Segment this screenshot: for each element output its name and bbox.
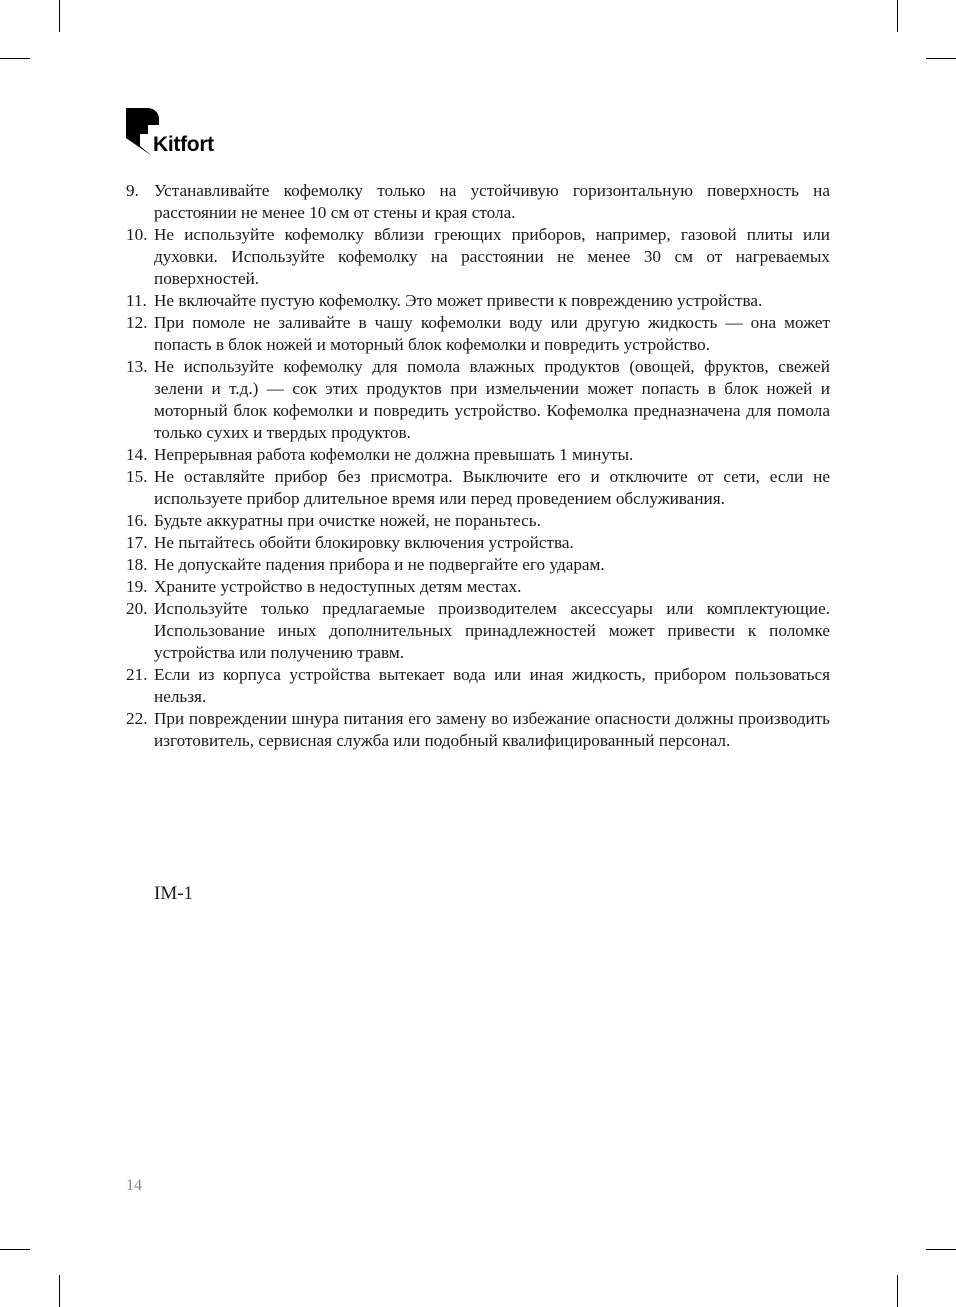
crop-mark-top-right-vertical — [897, 0, 898, 32]
crop-mark-bottom-left-vertical — [59, 1275, 60, 1307]
brand-name: Kitfort — [153, 133, 214, 156]
safety-instructions-list — [126, 180, 830, 752]
item-text: Не допускайте падения прибора и не подвергайте его ударам. — [154, 555, 605, 574]
list-item — [126, 708, 830, 752]
list-item — [126, 180, 830, 224]
item-text: Непрерывная работа кофемолки не должна превышать 1 минуты. — [154, 445, 634, 464]
item-text: При повреждении шнура питания его замену во избежание опасности должны производить изготовитель, сервисная служба или подобный квалифицированный персонал. — [154, 709, 830, 750]
crop-mark-bottom-left-horizontal — [0, 1249, 30, 1250]
crop-mark-bottom-right-horizontal — [926, 1249, 956, 1250]
item-text: Храните устройство в недоступных детям местах. — [154, 577, 522, 596]
list-item — [126, 510, 830, 532]
item-number: 10. — [126, 225, 148, 244]
list-item — [126, 290, 830, 312]
item-text: Если из корпуса устройства вытекает вода или иная жидкость, прибором пользоваться нельзя. — [154, 665, 830, 706]
list-item — [126, 444, 830, 466]
item-text: При помоле не заливайте в чашу кофемолки воду или другую жидкость — она может попасть в блок ножей и моторный блок кофемолки и повредить устройство. — [154, 313, 830, 354]
item-number: 12. — [126, 313, 148, 332]
item-text: Не включайте пустую кофемолку. Это может привести к повреждению устройства. — [154, 291, 763, 310]
item-text: Не используйте кофемолку для помола влажных продуктов (овощей, фруктов, свежей зелени и т.д.) — сок этих продуктов при измельчении может попасть в блок ножей и моторный блок кофемолки и повредить устройство. Кофемолка предназначена для помола только сухих и твердых продуктов. — [154, 357, 830, 442]
item-number: 14. — [126, 445, 148, 464]
list-item — [126, 664, 830, 708]
list-item — [126, 554, 830, 576]
item-number: 9. — [126, 181, 139, 200]
model-code: IM-1 — [154, 883, 194, 904]
crop-mark-top-left-vertical — [59, 0, 60, 32]
item-text: Не используйте кофемолку вблизи греющих приборов, например, газовой плиты или духовки. Используйте кофемолку на расстоянии не менее 30 см от нагреваемых поверхностей. — [154, 225, 830, 288]
item-number: 19. — [126, 577, 148, 596]
kitfort-logo — [126, 108, 236, 158]
list-item — [126, 312, 830, 356]
crop-mark-top-left-horizontal — [0, 58, 30, 59]
item-text: Не пытайтесь обойти блокировку включения устройства. — [154, 533, 574, 552]
list-item — [126, 466, 830, 510]
item-number: 20. — [126, 599, 148, 618]
crop-mark-top-right-horizontal — [926, 58, 956, 59]
item-text: Не оставляйте прибор без присмотра. Выключите его и отключите от сети, если не используете прибор длительное время или перед проведением обслуживания. — [154, 467, 830, 508]
item-number: 16. — [126, 511, 148, 530]
item-text: Используйте только предлагаемые производителем аксессуары или комплектующие. Использование иных дополнительных принадлежностей может привести к поломке устройства или получению травм. — [154, 599, 830, 662]
item-text: Будьте аккуратны при очистке ножей, не пораньтесь. — [154, 511, 541, 530]
list-item — [126, 224, 830, 290]
item-number: 17. — [126, 533, 148, 552]
item-number: 15. — [126, 467, 148, 486]
list-item — [126, 598, 830, 664]
item-number: 22. — [126, 709, 148, 728]
crop-mark-bottom-right-vertical — [897, 1275, 898, 1307]
item-number: 18. — [126, 555, 148, 574]
item-text: Устанавливайте кофемолку только на устойчивую горизонтальную поверхность на расстоянии не менее 10 см от стены и края стола. — [154, 181, 830, 222]
item-number: 11. — [126, 291, 147, 310]
item-number: 13. — [126, 357, 148, 376]
list-item — [126, 576, 830, 598]
page-number: 14 — [126, 1177, 142, 1194]
list-item — [126, 532, 830, 554]
item-number: 21. — [126, 665, 148, 684]
list-item — [126, 356, 830, 444]
